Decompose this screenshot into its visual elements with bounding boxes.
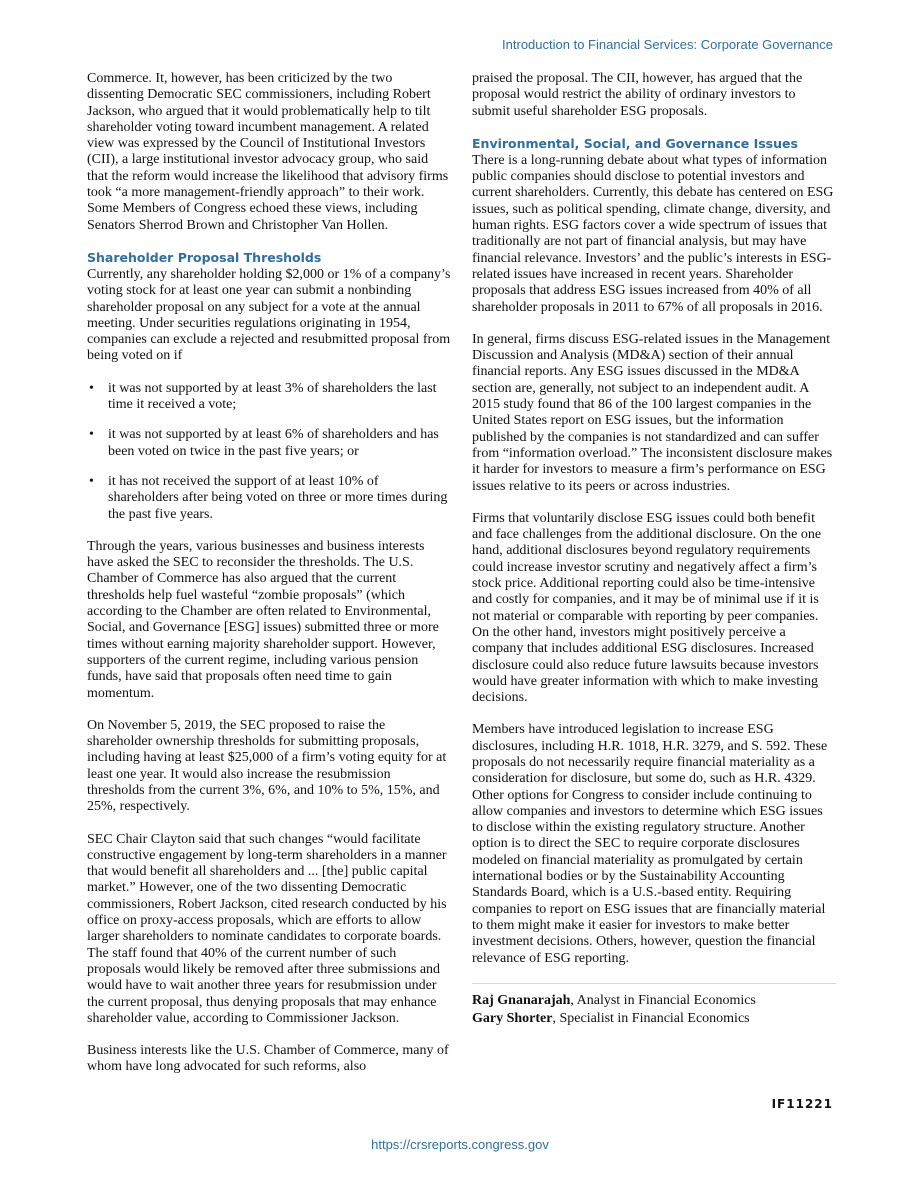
- left-column: [87, 71, 451, 1092]
- author-line: [472, 992, 836, 1010]
- paragraph: praised the proposal. The CII, however, has argued that the proposal would restrict the ability of ordinary investors to submit useful shareholder ESG proposals.: [472, 71, 803, 119]
- author-name: Gary Shorter: [472, 1010, 553, 1026]
- section-heading-shareholder-proposal-thresholds: Shareholder Proposal Thresholds: [87, 249, 322, 265]
- bullet-item: • it was not supported by at least 3% of shareholders the last time it received a vote;: [87, 381, 451, 414]
- paragraph: Business interests like the U.S. Chamber of Commerce, many of whom have long advocated for such reforms, also: [87, 1043, 449, 1075]
- running-header: Introduction to Financial Services: Corporate Governance: [502, 37, 833, 52]
- bullet-item: • it has not received the support of at least 10% of shareholders after being voted on three or more times during the past five years.: [87, 474, 451, 523]
- paragraph: Through the years, various businesses and business interests have asked the SEC to reconsider the thresholds. The U.S. Chamber of Commerce has also argued that the current thresholds help fuel wasteful “zombie proposals” (which according to the Chamber are often related to Environmental, Social, and Governance [ESG] issues) submitted three or more times without earning majority shareholder support. However, supporters of the current regime, including various pension funds, have said that proposals often need time to gain momentum.: [87, 538, 439, 701]
- author-title: , Specialist in Financial Economics: [552, 1010, 750, 1026]
- paragraph: Firms that voluntarily disclose ESG issues could both benefit and face challenges from the additional disclosure. On the one hand, additional disclosures beyond regulatory requirements could increase investor scrutiny and negatively affect a firm’s stock price. Additional reporting could also be time-intensive and costly for companies, and it may be of minimal use if it is not material or comparable with reporting by peer companies. On the other hand, investors might positively perceive a company that includes additional ESG disclosures. Increased disclosure could also reduce future lawsuits because investors would have greater information with which to make investing decisions.: [472, 510, 822, 706]
- threshold-bullet-list: [87, 381, 451, 523]
- section-heading-esg-issues: Environmental, Social, and Governance Issues: [472, 135, 798, 151]
- author-divider: [472, 983, 836, 984]
- paragraph: Commerce. It, however, has been criticized by the two dissenting Democratic SEC commissioners, including Robert Jackson, who argued that it would problematically help to tilt shareholder voting toward incumbent management. A related view was expressed by the Council of Institutional Investors (CII), a large institutional investor advocacy group, who said that the reform would increase the likelihood that advisory firms took “a more management-friendly approach” to their work. Some Members of Congress echoed these views, including Senators Sherrod Brown and Christopher Van Hollen.: [87, 71, 449, 233]
- author-line: [472, 1010, 836, 1028]
- paragraph: In general, firms discuss ESG-related issues in the Management Discussion and Analysis (MD&A) section of their annual financial reports. Any ESG issues discussed in the MD&A section are, generally, not subject to an independent audit. A 2015 study found that 86 of the 100 largest companies in the United States report on ESG issues, but the information published by the companies is not standardized and can suffer from “information overload.” The inconsistent disclosure makes it harder for investors to measure a firm’s performance on ESG issues relative to its peers or across industries.: [472, 331, 833, 494]
- author-name: Raj Gnanarajah: [472, 992, 571, 1008]
- bullet-item: • it was not supported by at least 6% of shareholders and has been voted on twice in the past five years; or: [87, 427, 451, 460]
- paragraph: Members have introduced legislation to increase ESG disclosures, including H.R. 1018, H.R. 3279, and S. 592. These proposals do not necessarily require financial materiality as a consideration for disclosure, but some do, such as H.R. 4329. Other options for Congress to consider include continuing to allow companies and investors to determine which ESG issues to disclose within the existing regulatory structure. Another option is to direct the SEC to require corporate disclosures modeled on financial materiality as promulgated by certain international bodies or by the Sustainability Accounting Standards Board, which is a U.S.-based entity. Requiring companies to report on ESG issues that are financially material to them might make it easier for investors to make better investment decisions. Others, however, question the financial relevance of ESG reporting.: [472, 722, 828, 966]
- footer-url[interactable]: https://crsreports.congress.gov: [371, 1137, 549, 1152]
- paragraph: SEC Chair Clayton said that such changes “would facilitate constructive engagement by long-term shareholders in a manner that would benefit all shareholders and ... [the] public capital market.” However, one of the two dissenting Democratic commissioners, Robert Jackson, cited research conducted by his office on proxy-access proposals, which are efforts to allow larger shareholders to nominate candidates to corporate boards. The staff found that 40% of the current number of such proposals would likely be removed after three submissions and would have to wait another three years for resubmission under the current proposal, thus denying proposals that may enhance shareholder value, according to Commissioner Jackson.: [87, 831, 447, 1026]
- product-id: IF11221: [771, 1097, 833, 1111]
- paragraph: On November 5, 2019, the SEC proposed to raise the shareholder ownership thresholds for submitting proposals, including having at least $25,000 of a firm’s voting equity for at least one year. It would also increase the resubmission thresholds from the current 3%, 6%, and 10% to 5%, 15%, and 25%, respectively.: [87, 717, 447, 815]
- paragraph: There is a long-running debate about what types of information public companies should disclose to potential investors and current shareholders. Currently, this debate has centered on ESG issues, such as political spending, climate change, diversity, and human rights. ESG factors cover a wide spectrum of issues that traditionally are not part of financial analysis, but may have financial relevance. Investors’ and the public’s interests in ESG-related issues have increased in recent years. Shareholder proposals that address ESG issues increased from 40% of all shareholder proposals in 2011 to 67% of all proposals in 2016.: [472, 152, 834, 315]
- right-column: [472, 71, 836, 1028]
- author-title: , Analyst in Financial Economics: [570, 992, 756, 1008]
- paragraph: Currently, any shareholder holding $2,000 or 1% of a company’s voting stock for at least one year can submit a nonbinding shareholder proposal on any subject for a vote at the annual meeting. Under securities regulations originating in 1954, companies can exclude a rejected and resubmitted proposal from being voted on if: [87, 266, 451, 364]
